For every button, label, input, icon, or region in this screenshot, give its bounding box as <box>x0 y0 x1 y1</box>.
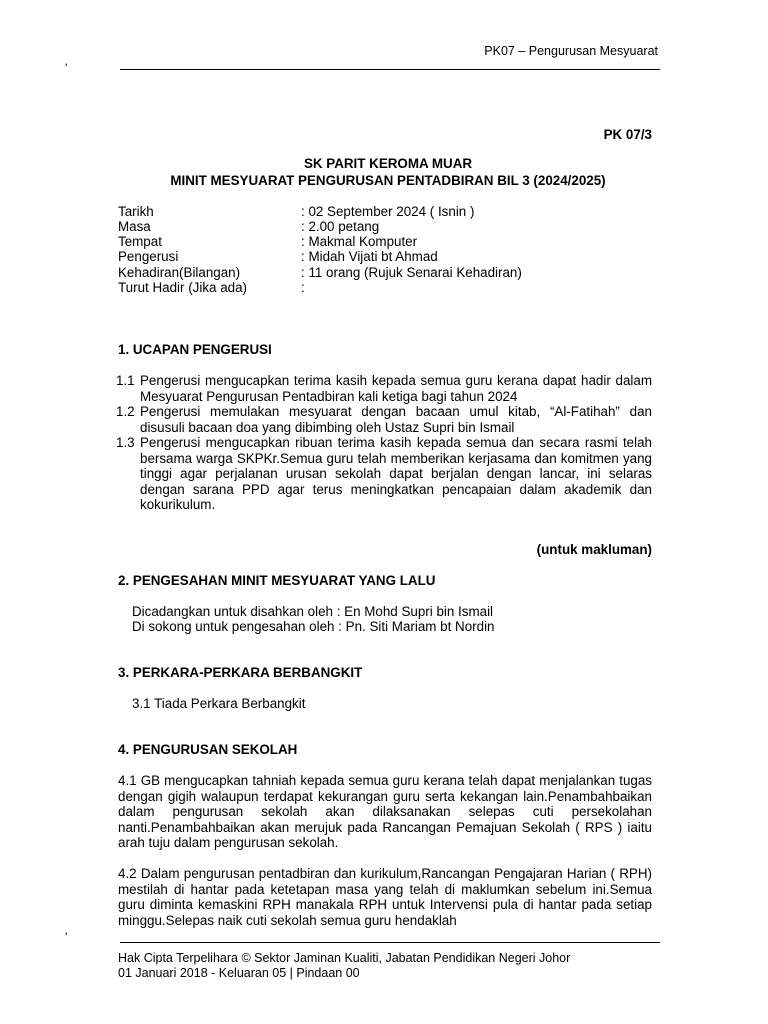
item-number: 1.3 <box>116 435 135 450</box>
section-1-heading: 1. UCAPAN PENGERUSI <box>118 342 272 357</box>
section-2-heading: 2. PENGESAHAN MINIT MESYUARAT YANG LALU <box>118 573 436 588</box>
info-label-venue: Tempat <box>118 234 162 249</box>
info-label-guests: Turut Hadir (Jika ada) <box>118 280 247 295</box>
item-text: Pengerusi mengucapkan terima kasih kepada semua guru kerana dapat hadir dalam Mesyuarat Pengurusan Pentadbiran kali ketiga bagi tahun 2024 <box>140 373 652 404</box>
item-number: 1.2 <box>116 404 135 419</box>
paragraph-4-1: 4.1 GB mengucapkan tahniah kepada semua guru kerana telah dapat menjalankan tugas dengan gigih walaupun terdapat kekurangan guru serta kekangan lain.Penambahbaikan dalam pengurusan sekolah akan dilaksanakan selepas cuti persekolahan nanti.Penambahbaikan akan merujuk pada Rancangan Pemajuan Sekolah ( RPS ) iaitu arah tuju dalam pengurusan sekolah. <box>118 773 652 850</box>
item-number: 1.1 <box>116 373 135 388</box>
seconder-line: Di sokong untuk pengesahan oleh : Pn. Siti Mariam bt Nordin <box>132 619 495 634</box>
footer-divider <box>120 942 660 943</box>
item-text: Pengerusi memulakan mesyuarat dengan bacaan umul kitab, “Al-Fatihah” dan disusuli bacaan doa yang dibimbing oleh Ustaz Supri bin Ismail <box>140 404 652 435</box>
document-code: PK 07/3 <box>603 127 652 142</box>
section-4-heading: 4. PENGURUSAN SEKOLAH <box>118 742 298 757</box>
info-label-time: Masa <box>118 219 151 234</box>
info-value-venue: : Makmal Komputer <box>301 234 418 249</box>
info-value-chair: : Midah Vijati bt Ahmad <box>301 249 438 264</box>
matters-arising-line: 3.1 Tiada Perkara Berbangkit <box>132 696 306 711</box>
for-information-note: (untuk makluman) <box>536 542 652 557</box>
paragraph-4-2: 4.2 Dalam pengurusan pentadbiran dan kurikulum,Rancangan Pengajaran Harian ( RPH) mestilah di hantar pada ketetapan masa yang telah di maklumkan sebelum ini.Semua guru diminta kemaskini RPH manakala RPH untuk Intervensi pula di hantar pada setiap minggu.Selepas naik cuti sekolah semua guru hendaklah <box>118 866 652 928</box>
copyright-line: Hak Cipta Terpelihara © Sektor Jaminan Kualiti, Jabatan Pendidikan Negeri Johor <box>118 951 571 965</box>
margin-mark: ' <box>65 930 68 944</box>
school-title: SK PARIT KEROMA MUAR <box>303 156 473 171</box>
proposer-line: Dicadangkan untuk disahkan oleh : En Mohd Supri bin Ismail <box>132 604 494 619</box>
info-value-attendance: : 11 orang (Rujuk Senarai Kehadiran) <box>301 265 522 280</box>
document-reference: PK07 – Pengurusan Mesyuarat <box>484 44 658 58</box>
info-label-date: Tarikh <box>118 204 154 219</box>
info-value-guests: : <box>301 280 305 295</box>
info-value-date: : 02 September 2024 ( Isnin ) <box>301 204 475 219</box>
meeting-title: MINIT MESYUARAT PENGURUSAN PENTADBIRAN BIL 3 (2024/2025) <box>170 173 606 188</box>
info-label-chair: Pengerusi <box>118 249 179 264</box>
margin-mark: ' <box>65 61 68 75</box>
info-label-attendance: Kehadiran(Bilangan) <box>118 265 241 280</box>
info-value-time: : 2.00 petang <box>301 219 380 234</box>
header-divider <box>120 69 660 70</box>
release-line: 01 Januari 2018 - Keluaran 05 | Pindaan 00 <box>118 966 360 980</box>
item-text: Pengerusi mengucapkan ribuan terima kasih kepada semua dan secara rasmi telah bersama warga SKPKr.Semua guru telah memberikan kerjasama dan komitmen yang tinggi agar perjalanan urusan sekolah dapat berjalan dengan lancar, ini selaras dengan sarana PPD agar terus meningkatkan pencapaian dalam akademik dan kokurikulum. <box>140 435 652 512</box>
section-3-heading: 3. PERKARA-PERKARA BERBANGKIT <box>118 665 363 680</box>
